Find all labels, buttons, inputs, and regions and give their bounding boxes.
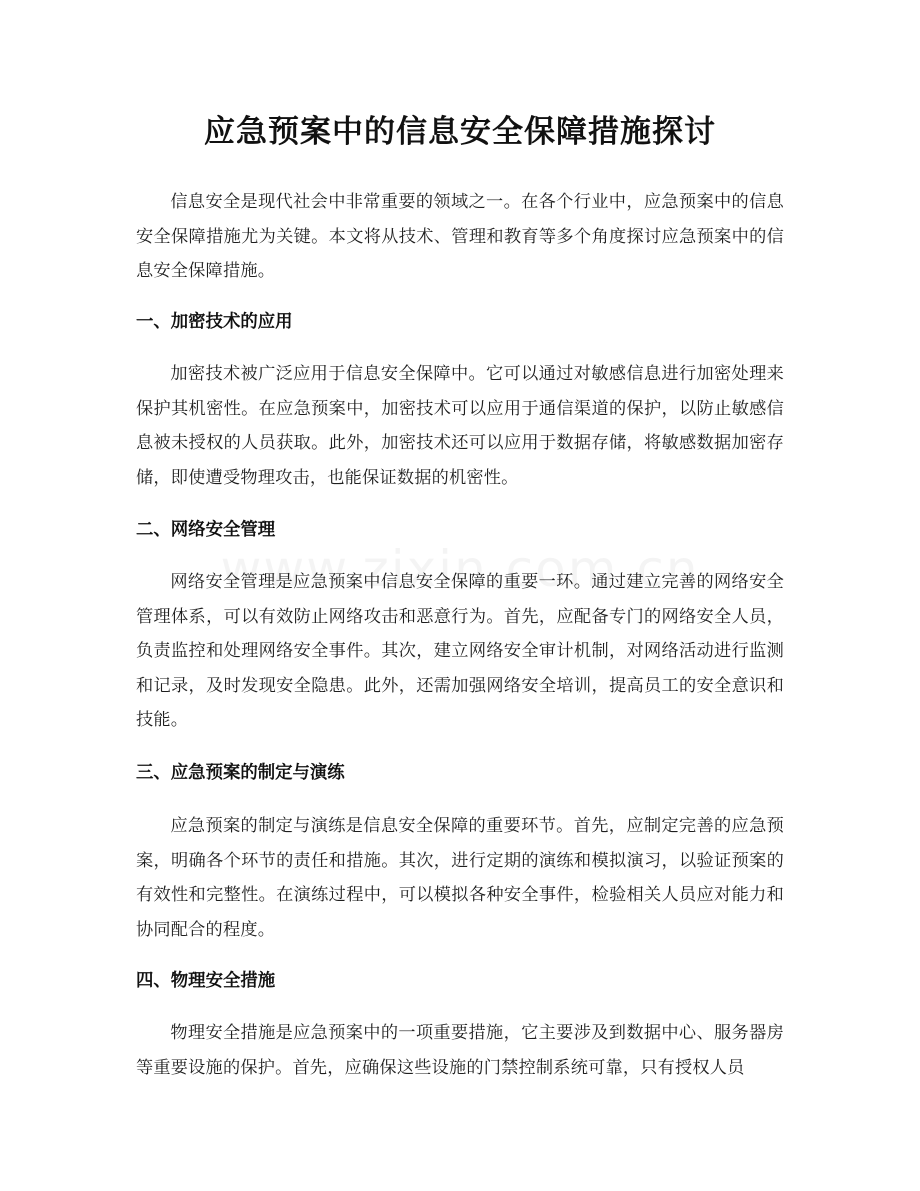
intro-paragraph: 信息安全是现代社会中非常重要的领域之一。在各个行业中，应急预案中的信息安全保障措施尤为关键。本文将从技术、管理和教育等多个角度探讨应急预案中的信息安全保障措施。 [136,192,784,281]
document-title: 应急预案中的信息安全保障措施探讨 [204,114,716,150]
section-heading-physical-security: 四、物理安全措施 [136,971,276,991]
section-body-physical-security: 物理安全措施是应急预案中的一项重要措施，它主要涉及到数据中心、服务器房等重要设施的保护。首先，应确保这些设施的门禁控制系统可靠，只有授权人员 [136,1023,784,1078]
section-body-encryption: 加密技术被广泛应用于信息安全保障中。它可以通过对敏感信息进行加密处理来保护其机密性。在应急预案中，加密技术可以应用于通信渠道的保护，以防止敏感信息被未授权的人员获取。此外，加密技术还可以应用于数据存储，将敏感数据加密存储，即使遭受物理攻击，也能保证数据的机密性。 [136,364,784,488]
section-heading-network-security: 二、网络安全管理 [136,520,276,540]
section-body-network-security: 网络安全管理是应急预案中信息安全保障的重要一环。通过建立完善的网络安全管理体系，可以有效防止网络攻击和恶意行为。首先，应配备专门的网络安全人员，负责监控和处理网络安全事件。其次，建立网络安全审计机制，对网络活动进行监测和记录，及时发现安全隐患。此外，还需加强网络安全培训，提高员工的安全意识和技能。 [136,572,784,730]
section-heading-encryption: 一、加密技术的应用 [136,312,293,332]
section-heading-emergency-plan: 三、应急预案的制定与演练 [136,763,345,783]
section-body-emergency-plan: 应急预案的制定与演练是信息安全保障的重要环节。首先，应制定完善的应急预案，明确各个环节的责任和措施。其次，进行定期的演练和模拟演习，以验证预案的有效性和完整性。在演练过程中，可以模拟各种安全事件，检验相关人员应对能力和协同配合的程度。 [136,816,784,940]
